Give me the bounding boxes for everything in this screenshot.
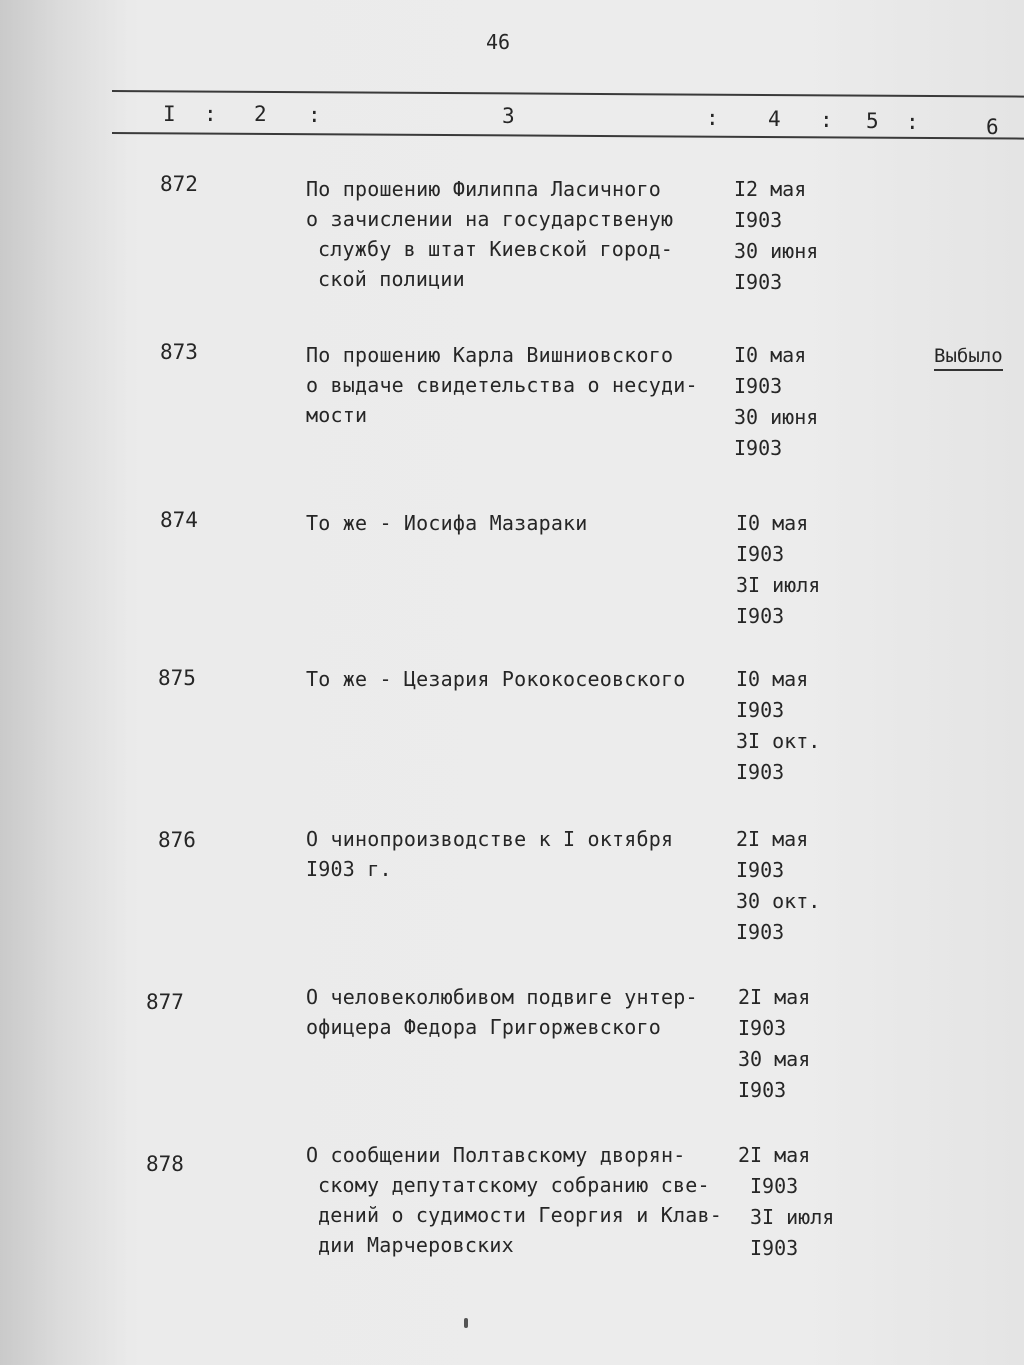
- start-date: I0 мая: [736, 667, 809, 691]
- start-date: 2I мая: [736, 827, 809, 851]
- end-year: I903: [734, 436, 783, 460]
- header-rule-top: [112, 90, 1024, 98]
- description-line: дии Марчеровских: [318, 1233, 514, 1257]
- entry-dates: [736, 508, 820, 632]
- entry-number: 872: [160, 172, 198, 196]
- start-date: 2I мая: [738, 985, 811, 1009]
- description-line: о зачислении на государственую: [306, 207, 674, 231]
- description-line: I903 г.: [306, 857, 392, 881]
- entry-dates: [736, 664, 820, 788]
- entry-description: [306, 340, 698, 430]
- page-number: 46: [486, 30, 511, 54]
- entry-description: [306, 1140, 722, 1260]
- end-year: I903: [738, 1078, 787, 1102]
- start-year: I903: [736, 542, 785, 566]
- start-date: I2 мая: [734, 177, 807, 201]
- start-date: I0 мая: [734, 343, 807, 367]
- end-year: I903: [734, 270, 783, 294]
- description-line: мости: [306, 403, 368, 427]
- entry-description: [306, 664, 685, 694]
- entry-number: 873: [160, 340, 198, 364]
- description-line: То же - Иосифа Мазараки: [306, 511, 588, 535]
- entry-dates: [738, 982, 810, 1106]
- end-date: 30 окт.: [736, 889, 821, 913]
- description-line: О человеколюбивом подвиге унтер-: [306, 985, 698, 1009]
- entry-dates: [734, 340, 818, 464]
- end-year: I903: [736, 604, 785, 628]
- start-date: 2I мая: [738, 1143, 811, 1167]
- entry-number: 876: [158, 828, 196, 852]
- entry-number: 877: [146, 990, 184, 1014]
- end-year: I903: [750, 1236, 799, 1260]
- column-separator: :: [906, 110, 919, 134]
- start-year: I903: [736, 698, 785, 722]
- header-rule-bottom: [112, 132, 1024, 140]
- entry-number: 874: [160, 508, 198, 532]
- start-year: I903: [734, 374, 783, 398]
- column-header-5: 5: [866, 109, 879, 133]
- entry-description: [306, 982, 698, 1042]
- end-date: 30 июня: [734, 239, 819, 263]
- column-header-3: 3: [502, 104, 515, 128]
- description-line: ской полиции: [318, 267, 465, 291]
- status-note: Выбыло: [934, 345, 1003, 371]
- entry-description: [306, 174, 673, 294]
- description-line: По прошению Филиппа Ласичного: [306, 177, 661, 201]
- entry-dates: [736, 824, 820, 948]
- end-date: 3I июля: [750, 1205, 835, 1229]
- description-line: офицера Федора Григоржевского: [306, 1015, 661, 1039]
- entry-number: 875: [158, 666, 196, 690]
- column-header-1: I: [163, 102, 176, 126]
- entry-dates: [734, 174, 818, 298]
- description-line: дений о судимости Георгия и Клав-: [318, 1203, 722, 1227]
- end-date: 30 мая: [738, 1047, 811, 1071]
- description-line: О чинопроизводстве к I октября: [306, 827, 674, 851]
- start-year: I903: [750, 1174, 799, 1198]
- description-line: службу в штат Киевской город-: [318, 237, 673, 261]
- description-line: О сообщении Полтавскому дворян-: [306, 1143, 686, 1167]
- entry-number: 878: [146, 1152, 184, 1176]
- column-separator: :: [308, 103, 321, 127]
- entry-description: [306, 508, 588, 538]
- description-line: По прошению Карла Вишниовского: [306, 343, 674, 367]
- description-line: о выдаче свидетельства о несуди-: [306, 373, 698, 397]
- entry-dates: [738, 1140, 834, 1264]
- column-separator: :: [204, 102, 217, 126]
- end-date: 3I июля: [736, 573, 821, 597]
- start-year: I903: [736, 858, 785, 882]
- column-header-4: 4: [768, 107, 781, 131]
- end-date: 30 июня: [734, 405, 819, 429]
- start-date: I0 мая: [736, 511, 809, 535]
- entry-description: [306, 824, 673, 884]
- binding-hole-mark: [464, 1318, 468, 1328]
- end-year: I903: [736, 760, 785, 784]
- end-date: 3I окт.: [736, 729, 821, 753]
- column-header-6: 6: [986, 115, 999, 139]
- start-year: I903: [738, 1016, 787, 1040]
- description-line: То же - Цезария Рококосеовского: [306, 667, 686, 691]
- column-header-2: 2: [254, 102, 267, 126]
- end-year: I903: [736, 920, 785, 944]
- start-year: I903: [734, 208, 783, 232]
- column-separator: :: [706, 106, 719, 130]
- page-fold-shadow: [0, 0, 130, 1365]
- description-line: скому депутатскому собранию све-: [318, 1173, 710, 1197]
- column-separator: :: [820, 108, 833, 132]
